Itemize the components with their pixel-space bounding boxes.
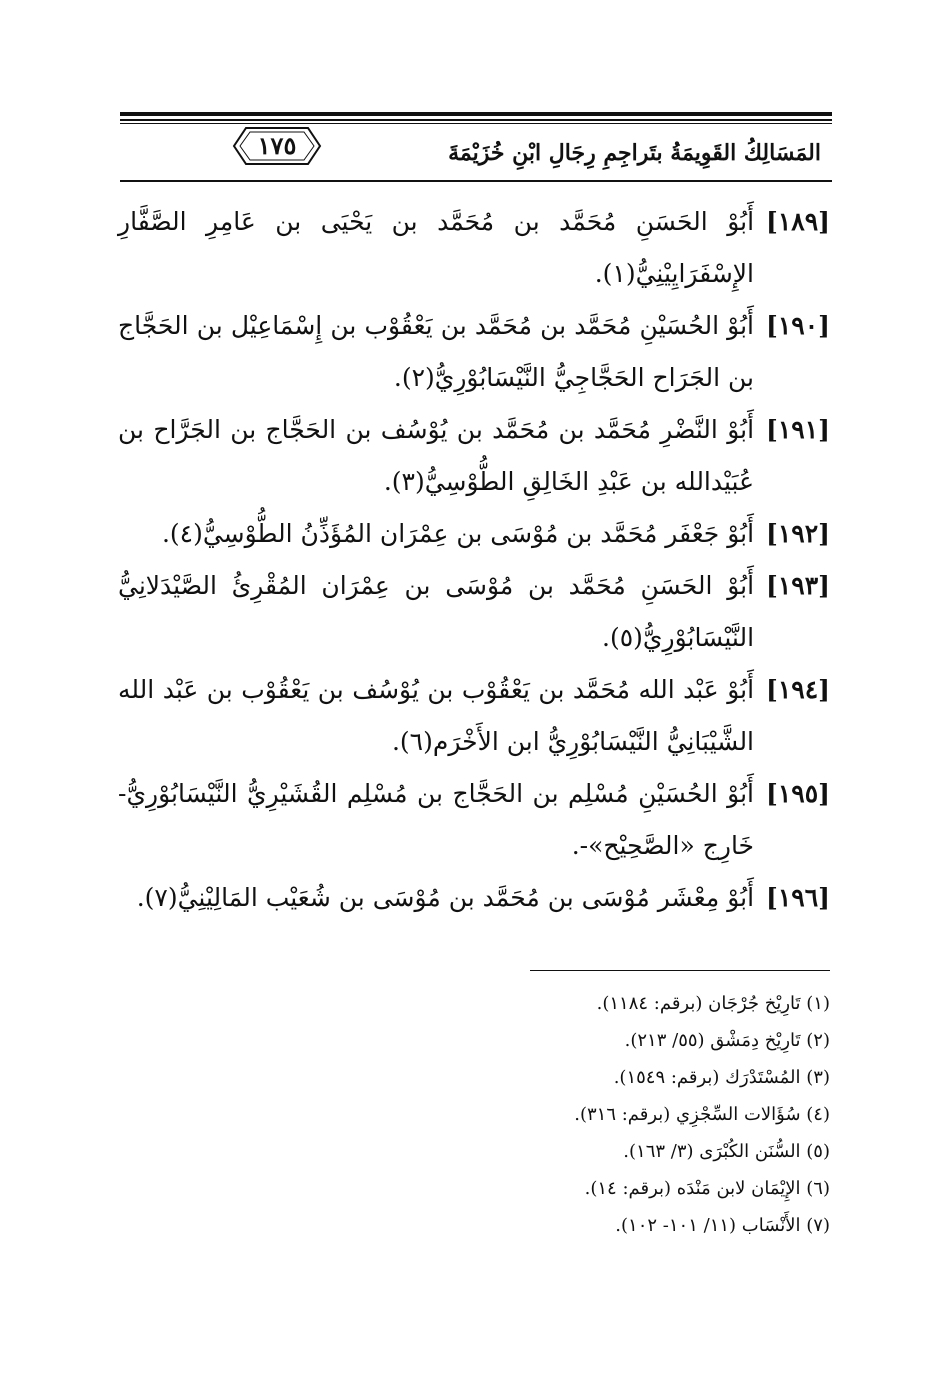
footnote: (٧) الأَنْسَاب (١١/ ١٠١- ١٠٢). (615, 1215, 830, 1236)
entry (118, 664, 830, 768)
entries-list (118, 196, 830, 924)
entry (118, 196, 830, 300)
footnote: (٦) الإِيْمَان لابن مَنْدَه (برقم: ١٤). (584, 1178, 830, 1199)
footnote: (٥) السُّنَن الكُبْرَى (٣/ ١٦٣). (623, 1141, 830, 1162)
entry (118, 768, 830, 872)
entry (118, 872, 830, 924)
entry-number: [١٩٤] (766, 675, 830, 704)
entry-text: أَبُوْ جَعْفَر مُحَمَّد بن مُوْسَى بن عِمْرَان المُؤَذِّنُ الطُّوْسِيُّ(٤). (161, 519, 755, 548)
footnote: (١) تَارِيْخ جُرْجَان (برقم: ١١٨٤). (596, 993, 830, 1014)
running-title: المَسَالِكُ القَوِيمَةُ بتَراجِمِ رِجَالِ ابْنِ خُزَيْمَةَ (448, 140, 821, 166)
header-rule-medium (120, 119, 832, 121)
entry-text: أَبُوْ عَبْد الله مُحَمَّد بن يَعْقُوْب بن يُوْسُف بن يَعْقُوْب بن عَبْد الله الشَّيْبَانِيُّ النَّيْسَابُوْرِيُّ ابن الأَخْرَم(٦). (118, 675, 755, 756)
entry (118, 300, 830, 404)
entry-text: أَبُوْ النَّضْرِ مُحَمَّد بن مُحَمَّد بن يُوْسُف بن الحَجَّاج بن الجَرَّاح بن عُبَيْدالله بن عَبْدِ الخَالِقِ الطُّوْسِيُّ(٣). (118, 415, 755, 496)
footnote: (٤) سُؤَالات السِّجْزِي (برقم: ٣١٦). (574, 1104, 830, 1125)
entry-text: أَبُوْ الحَسَنِ مُحَمَّد بن مُوْسَى بن عِمْرَان المُقْرِئُ الصَّيْدَلانِيُّ النَّيْسَابُوْرِيُّ(٥). (118, 571, 755, 652)
entry (118, 560, 830, 664)
entry (118, 508, 830, 560)
entry-number: [١٩١] (766, 415, 830, 444)
entry-text: أَبُوْ الحَسَنِ مُحَمَّد بن مُحَمَّد بن يَحْيَى بن عَامِرِ الصَّفَّارِ الإِسْفَرَايِيْنِيُّ(١). (118, 207, 755, 288)
footnotes (330, 985, 830, 1244)
entry-number: [١٩٢] (766, 519, 830, 548)
entry-text: أَبُوْ الحُسَيْنِ مُحَمَّد بن مُحَمَّد بن يَعْقُوْب بن إِسْمَاعِيْل بن الحَجَّاج بن الجَرَاح الحَجَّاجِيُّ النَّيْسَابُوْرِيُّ(٢). (118, 311, 755, 392)
page-number-badge (232, 126, 322, 166)
page-number: ١٧٥ (257, 131, 297, 160)
entry-number: [١٩٥] (766, 779, 830, 808)
header-rule-thin (120, 123, 832, 124)
footnote: (٣) المُسْتَدْرَك (برقم: ١٥٤٩). (613, 1067, 830, 1088)
header-rule-thick (120, 112, 832, 116)
entry-text: أَبُوْ مِعْشَر مُوْسَى بن مُحَمَّد بن مُوْسَى بن شُعَيْب المَالِيْنِيُّ(٧). (136, 883, 755, 912)
entry-number: [١٩٠] (766, 311, 830, 340)
footnote: (٢) تَارِيْخ دِمَشْق (٥٥/ ٢١٣). (624, 1030, 830, 1051)
entry-text: أَبُوْ الحُسَيْنِ مُسْلِم بن الحَجَّاج بن مُسْلِم القُشَيْرِيُّ النَّيْسَابُوْرِيُّ- خَارِج «الصَّحِيْح»-. (118, 779, 755, 860)
header-bottom-rule (120, 180, 832, 182)
footnote-separator (530, 970, 830, 971)
entry (118, 404, 830, 508)
entry-number: [١٩٦] (766, 883, 830, 912)
entry-number: [١٩٣] (766, 571, 830, 600)
entry-number: [١٨٩] (766, 207, 830, 236)
